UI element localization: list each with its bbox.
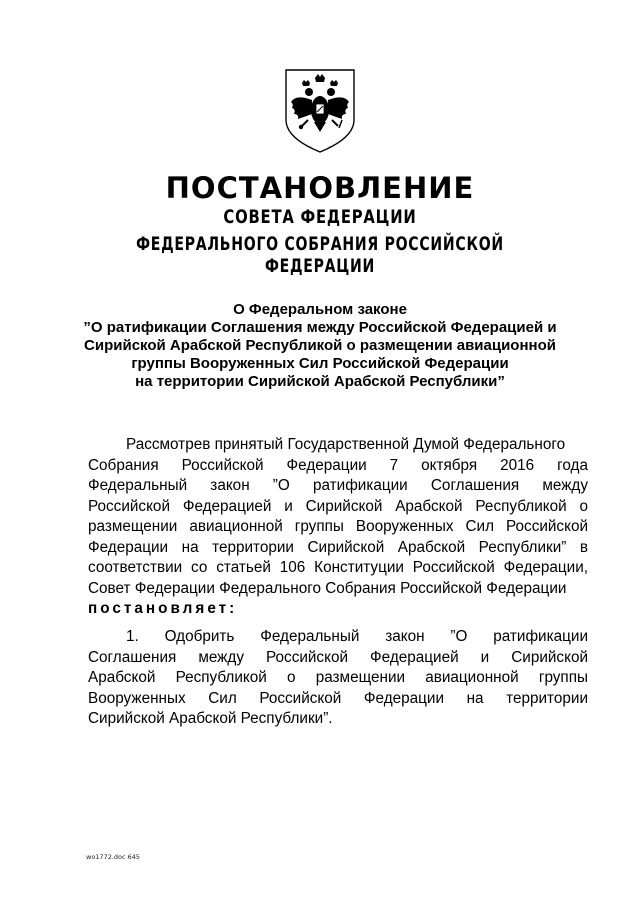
decision-word: постановляет: [88,600,238,617]
russian-coat-of-arms-icon [282,68,358,154]
paragraph-line: размещении авиационной группы Вооруженных Сил Российской [88,518,588,535]
paragraph-line: соответствии со статьей 106 Конституции Российской Федерации, [88,559,588,576]
paragraph-line: Совет Федерации Федерального Собрания Российской Федерации [88,579,567,597]
paragraph-line: Соглашения между Российской Федерацией и Сирийской [88,648,588,666]
paragraph-line: 1. Одобрить Федеральный закон ”О ратификации [126,628,588,645]
issuer-subtitle: СОВЕТА ФЕДЕРАЦИИ [223,206,417,228]
paragraph-line: Российской Федерацией и Сирийской Арабской Республикой о [88,497,588,515]
subject-line: на территории Сирийской Арабской Республики” [135,373,505,390]
paragraph-line: Рассмотрев принятый Государственной Думой Федерального [126,436,566,453]
resolution-item-1 [88,627,588,730]
subject-line: Сирийской Арабской Республикой о размещении авиационной [84,337,556,354]
paragraph-line: Федеральный закон ”О ратификации Соглашения между [88,477,588,494]
issuer-subtitle-full: ФЕДЕРАЛЬНОГО СОБРАНИЯ РОССИЙСКОЙ ФЕДЕРАЦИИ [136,233,504,277]
paragraph-line: Вооруженных Сил Российской Федерации на территории [88,689,588,707]
preamble-paragraph [88,435,588,620]
paragraph-line: Федерации на территории Сирийской Арабской Республики” в [88,538,588,556]
document-code: wo1772.doc 645 [86,853,141,861]
paragraph-line: Арабской Республикой о размещении авиационной группы [88,669,588,686]
paragraph-line: Сирийской Арабской Республики”. [88,710,333,727]
resolution-subject [60,301,580,391]
subject-line: О Федеральном законе [233,301,407,318]
subject-line: ”О ратификации Соглашения между Российской Федерацией и [83,319,557,336]
paragraph-line: Собрания Российской Федерации 7 октября 2016 года [88,456,588,474]
subject-line: группы Вооруженных Сил Российской Федерации [131,355,509,372]
document-title: ПОСТАНОВЛЕНИЕ [165,171,475,205]
